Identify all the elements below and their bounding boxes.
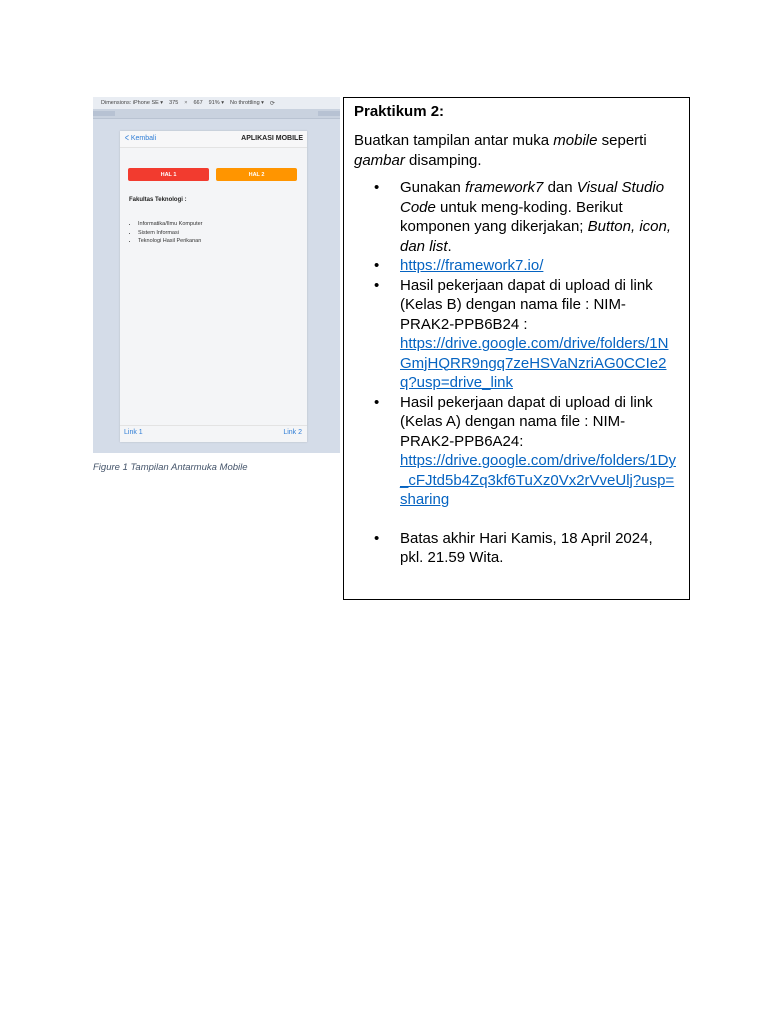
figure-caption: Figure 1 Tampilan Antarmuka Mobile [93, 462, 248, 473]
media-query-ruler [93, 109, 340, 119]
spacer [354, 510, 679, 529]
intro-text-mobile: mobile [553, 132, 598, 149]
toolbar-divider [120, 425, 307, 426]
list-item [400, 393, 679, 452]
device-width: 375 [169, 100, 179, 106]
ruler-segment [93, 111, 115, 116]
kelas-a-drive-link[interactable]: https://drive.google.com/drive/folders/1Dy_cFJtd5b4Zq3kf6TuXz0Vx2rVveUlj?usp=sharing [400, 452, 676, 508]
figure-screenshot [93, 97, 340, 453]
kelas-a-text: Hasil pekerjaan dapat di upload di link (Kelas A) dengan nama file : NIM-PRAK2-PPB6A24: [400, 393, 653, 450]
faculty-list [129, 220, 203, 246]
bullet1-text-5: untuk meng-koding. Berikut komponen yang dikerjakan; [400, 198, 623, 235]
kelas-b-link-wrap [400, 334, 679, 393]
intro-text-3: seperti [597, 132, 647, 149]
deadline-list [354, 529, 679, 568]
deadline-text: Batas akhir Hari Kamis, 18 April 2024, pkl. 21.59 Wita. [400, 529, 653, 566]
instruction-list-continued [354, 393, 679, 452]
bullet1-vscode: Visual Studio Code [400, 179, 665, 216]
list-item [400, 529, 679, 568]
devtools-bar [93, 97, 340, 109]
kelas-b-drive-link[interactable]: https://drive.google.com/drive/folders/1NGmjHQRR9ngq7zeHSVaNzriAG0CCIe2q?usp=drive_link [400, 335, 669, 391]
box-title: Praktikum 2: [354, 103, 445, 120]
list-item [400, 256, 679, 276]
bullet1-components: Button, icon, dan list [400, 218, 672, 255]
hal1-button: HAL 1 [128, 168, 209, 181]
bullet1-text-3: dan [543, 179, 577, 196]
device-height: 667 [193, 100, 203, 106]
device-dimensions-select: Dimensions: iPhone SE ▾ [101, 100, 164, 106]
chevron-left-icon: < [124, 133, 129, 144]
instruction-list [354, 178, 679, 334]
hal2-button: HAL 2 [216, 168, 297, 181]
back-link [124, 135, 156, 142]
intro-text-gambar: gambar [354, 151, 405, 169]
phone-viewport [120, 131, 307, 442]
intro-text-5: disamping. [404, 151, 482, 169]
section-title: Fakultas Teknologi : [129, 197, 187, 203]
kelas-a-link-wrap [400, 451, 679, 510]
list-item: • Informatika/Ilmu Komputer [138, 220, 203, 229]
kelas-b-text: Hasil pekerjaan dapat di upload di link (Kelas B) dengan nama file : NIM-PRAK2-PPB6B24 : [400, 276, 653, 333]
bullet1-framework7: framework7 [465, 179, 544, 196]
intro-paragraph [354, 131, 679, 170]
intro-text-1: Buatkan tampilan antar muka [354, 132, 554, 149]
back-label: Kembali [130, 135, 157, 142]
throttling-select: No throttling ▾ [229, 100, 264, 106]
ruler-segment [318, 111, 340, 116]
list-item: • Teknologi Hasil Perikanan [138, 237, 203, 246]
toolbar-link-2: Link 2 [283, 429, 302, 436]
list-item: • Sistem Informasi [138, 229, 203, 238]
rotate-icon: ⟳ [269, 100, 275, 107]
list-item [400, 276, 679, 335]
navbar [120, 131, 307, 148]
bullet1-text-1: Gunakan [400, 179, 466, 196]
list-item [400, 178, 679, 256]
navbar-title: APLIKASI MOBILE [241, 135, 303, 142]
bullet1-text-7: . [447, 237, 452, 255]
zoom-select: 91% ▾ [208, 100, 224, 106]
instruction-box [343, 97, 690, 600]
framework7-link[interactable]: https://framework7.io/ [400, 257, 544, 274]
toolbar-link-1: Link 1 [124, 429, 143, 436]
times-sign: × [184, 100, 188, 106]
